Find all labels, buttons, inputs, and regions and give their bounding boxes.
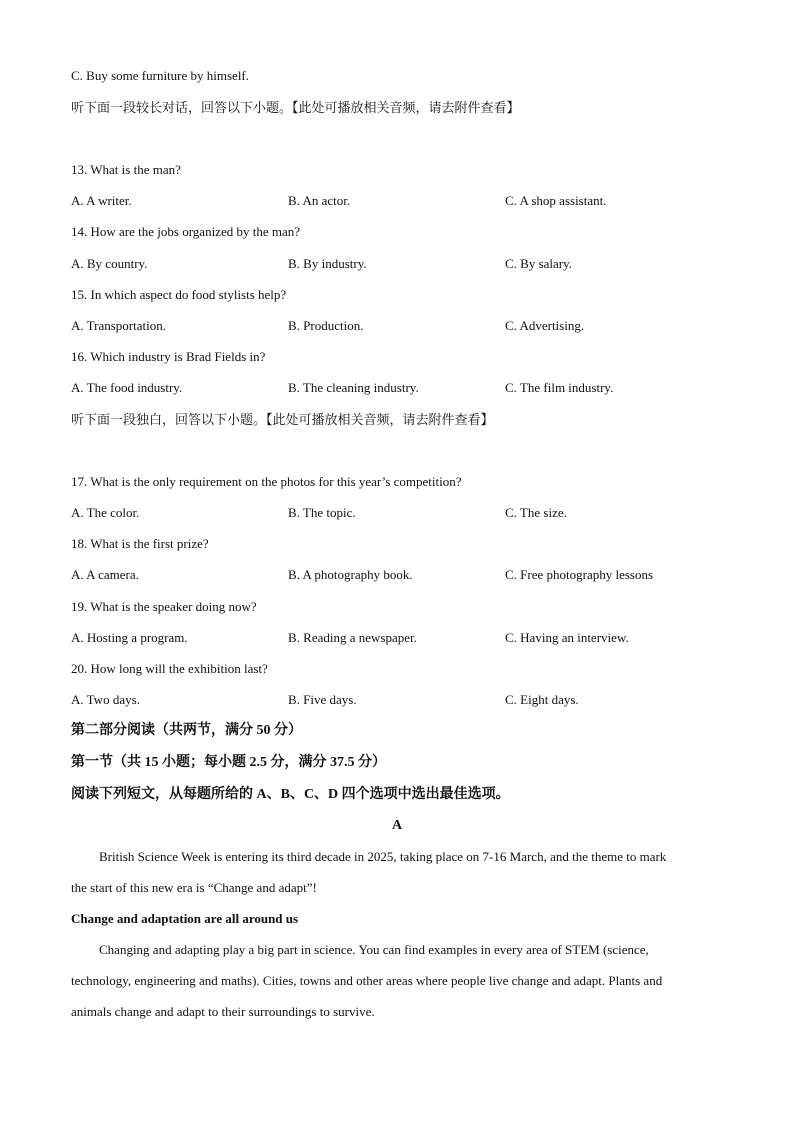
q14-option-c: C. By salary. bbox=[505, 256, 573, 271]
q13-option-a: A. A writer. bbox=[71, 193, 132, 208]
q14-option-a: A. By country. bbox=[71, 256, 148, 271]
passage-subheading: Change and adaptation are all around us bbox=[71, 911, 299, 926]
question-14: 14. How are the jobs organized by the man? bbox=[71, 224, 300, 239]
q15-option-a: A. Transportation. bbox=[71, 318, 166, 333]
q18-option-b: B. A photography book. bbox=[288, 567, 413, 582]
question-15: 15. In which aspect do food stylists help? bbox=[71, 287, 287, 302]
question-18: 18. What is the first prize? bbox=[71, 536, 209, 551]
paragraph-2-line-1: Changing and adapting play a big part in science. You can find examples in every area of STEM (science, bbox=[99, 942, 649, 957]
paragraph-2-line-3: animals change and adapt to their surroundings to survive. bbox=[71, 1004, 375, 1019]
q16-option-a: A. The food industry. bbox=[71, 380, 183, 395]
listening-instruction-monologue: 听下面一段独白，回答以下小题。【此处可播放相关音频，请去附件查看】 bbox=[71, 412, 494, 427]
paragraph-1-line-2: the start of this new era is “Change and adapt”! bbox=[71, 880, 317, 895]
q15-option-c: C. Advertising. bbox=[505, 318, 585, 333]
q20-option-a: A. Two days. bbox=[71, 692, 140, 707]
q13-option-b: B. An actor. bbox=[288, 193, 351, 208]
paragraph-2-line-2: technology, engineering and maths). Cities, towns and other areas where people live change and adapt. Plants and bbox=[71, 973, 663, 988]
reading-instruction: 阅读下列短文，从每题所给的 A、B、C、D 四个选项中选出最佳选项。 bbox=[71, 787, 510, 802]
option-c-q12: C. Buy some furniture by himself. bbox=[71, 68, 250, 83]
q13-option-c: C. A shop assistant. bbox=[505, 193, 607, 208]
q16-option-c: C. The film industry. bbox=[505, 380, 614, 395]
paragraph-1-line-1: British Science Week is entering its third decade in 2025, taking place on 7-16 March, and the theme to mark bbox=[99, 849, 667, 864]
part2-heading: 第二部分阅读（共两节，满分 50 分） bbox=[71, 723, 302, 738]
question-17: 17. What is the only requirement on the photos for this year’s competition? bbox=[71, 474, 462, 489]
q18-option-a: A. A camera. bbox=[71, 567, 139, 582]
q14-option-b: B. By industry. bbox=[288, 256, 367, 271]
question-16: 16. Which industry is Brad Fields in? bbox=[71, 349, 266, 364]
q20-option-c: C. Eight days. bbox=[505, 692, 579, 707]
question-19: 19. What is the speaker doing now? bbox=[71, 599, 257, 614]
section1-heading: 第一节（共 15 小题；每小题 2.5 分，满分 37.5 分） bbox=[71, 755, 386, 770]
q19-option-a: A. Hosting a program. bbox=[71, 630, 188, 645]
q18-option-c: C. Free photography lessons bbox=[505, 567, 654, 582]
passage-letter: A bbox=[391, 818, 403, 833]
q17-option-b: B. The topic. bbox=[288, 505, 356, 520]
question-20: 20. How long will the exhibition last? bbox=[71, 661, 268, 676]
q17-option-a: A. The color. bbox=[71, 505, 140, 520]
q19-option-b: B. Reading a newspaper. bbox=[288, 630, 417, 645]
q17-option-c: C. The size. bbox=[505, 505, 567, 520]
q20-option-b: B. Five days. bbox=[288, 692, 357, 707]
q15-option-b: B. Production. bbox=[288, 318, 364, 333]
listening-instruction-long: 听下面一段较长对话，回答以下小题。【此处可播放相关音频，请去附件查看】 bbox=[71, 100, 520, 115]
question-13: 13. What is the man? bbox=[71, 162, 181, 177]
q19-option-c: C. Having an interview. bbox=[505, 630, 629, 645]
q16-option-b: B. The cleaning industry. bbox=[288, 380, 419, 395]
